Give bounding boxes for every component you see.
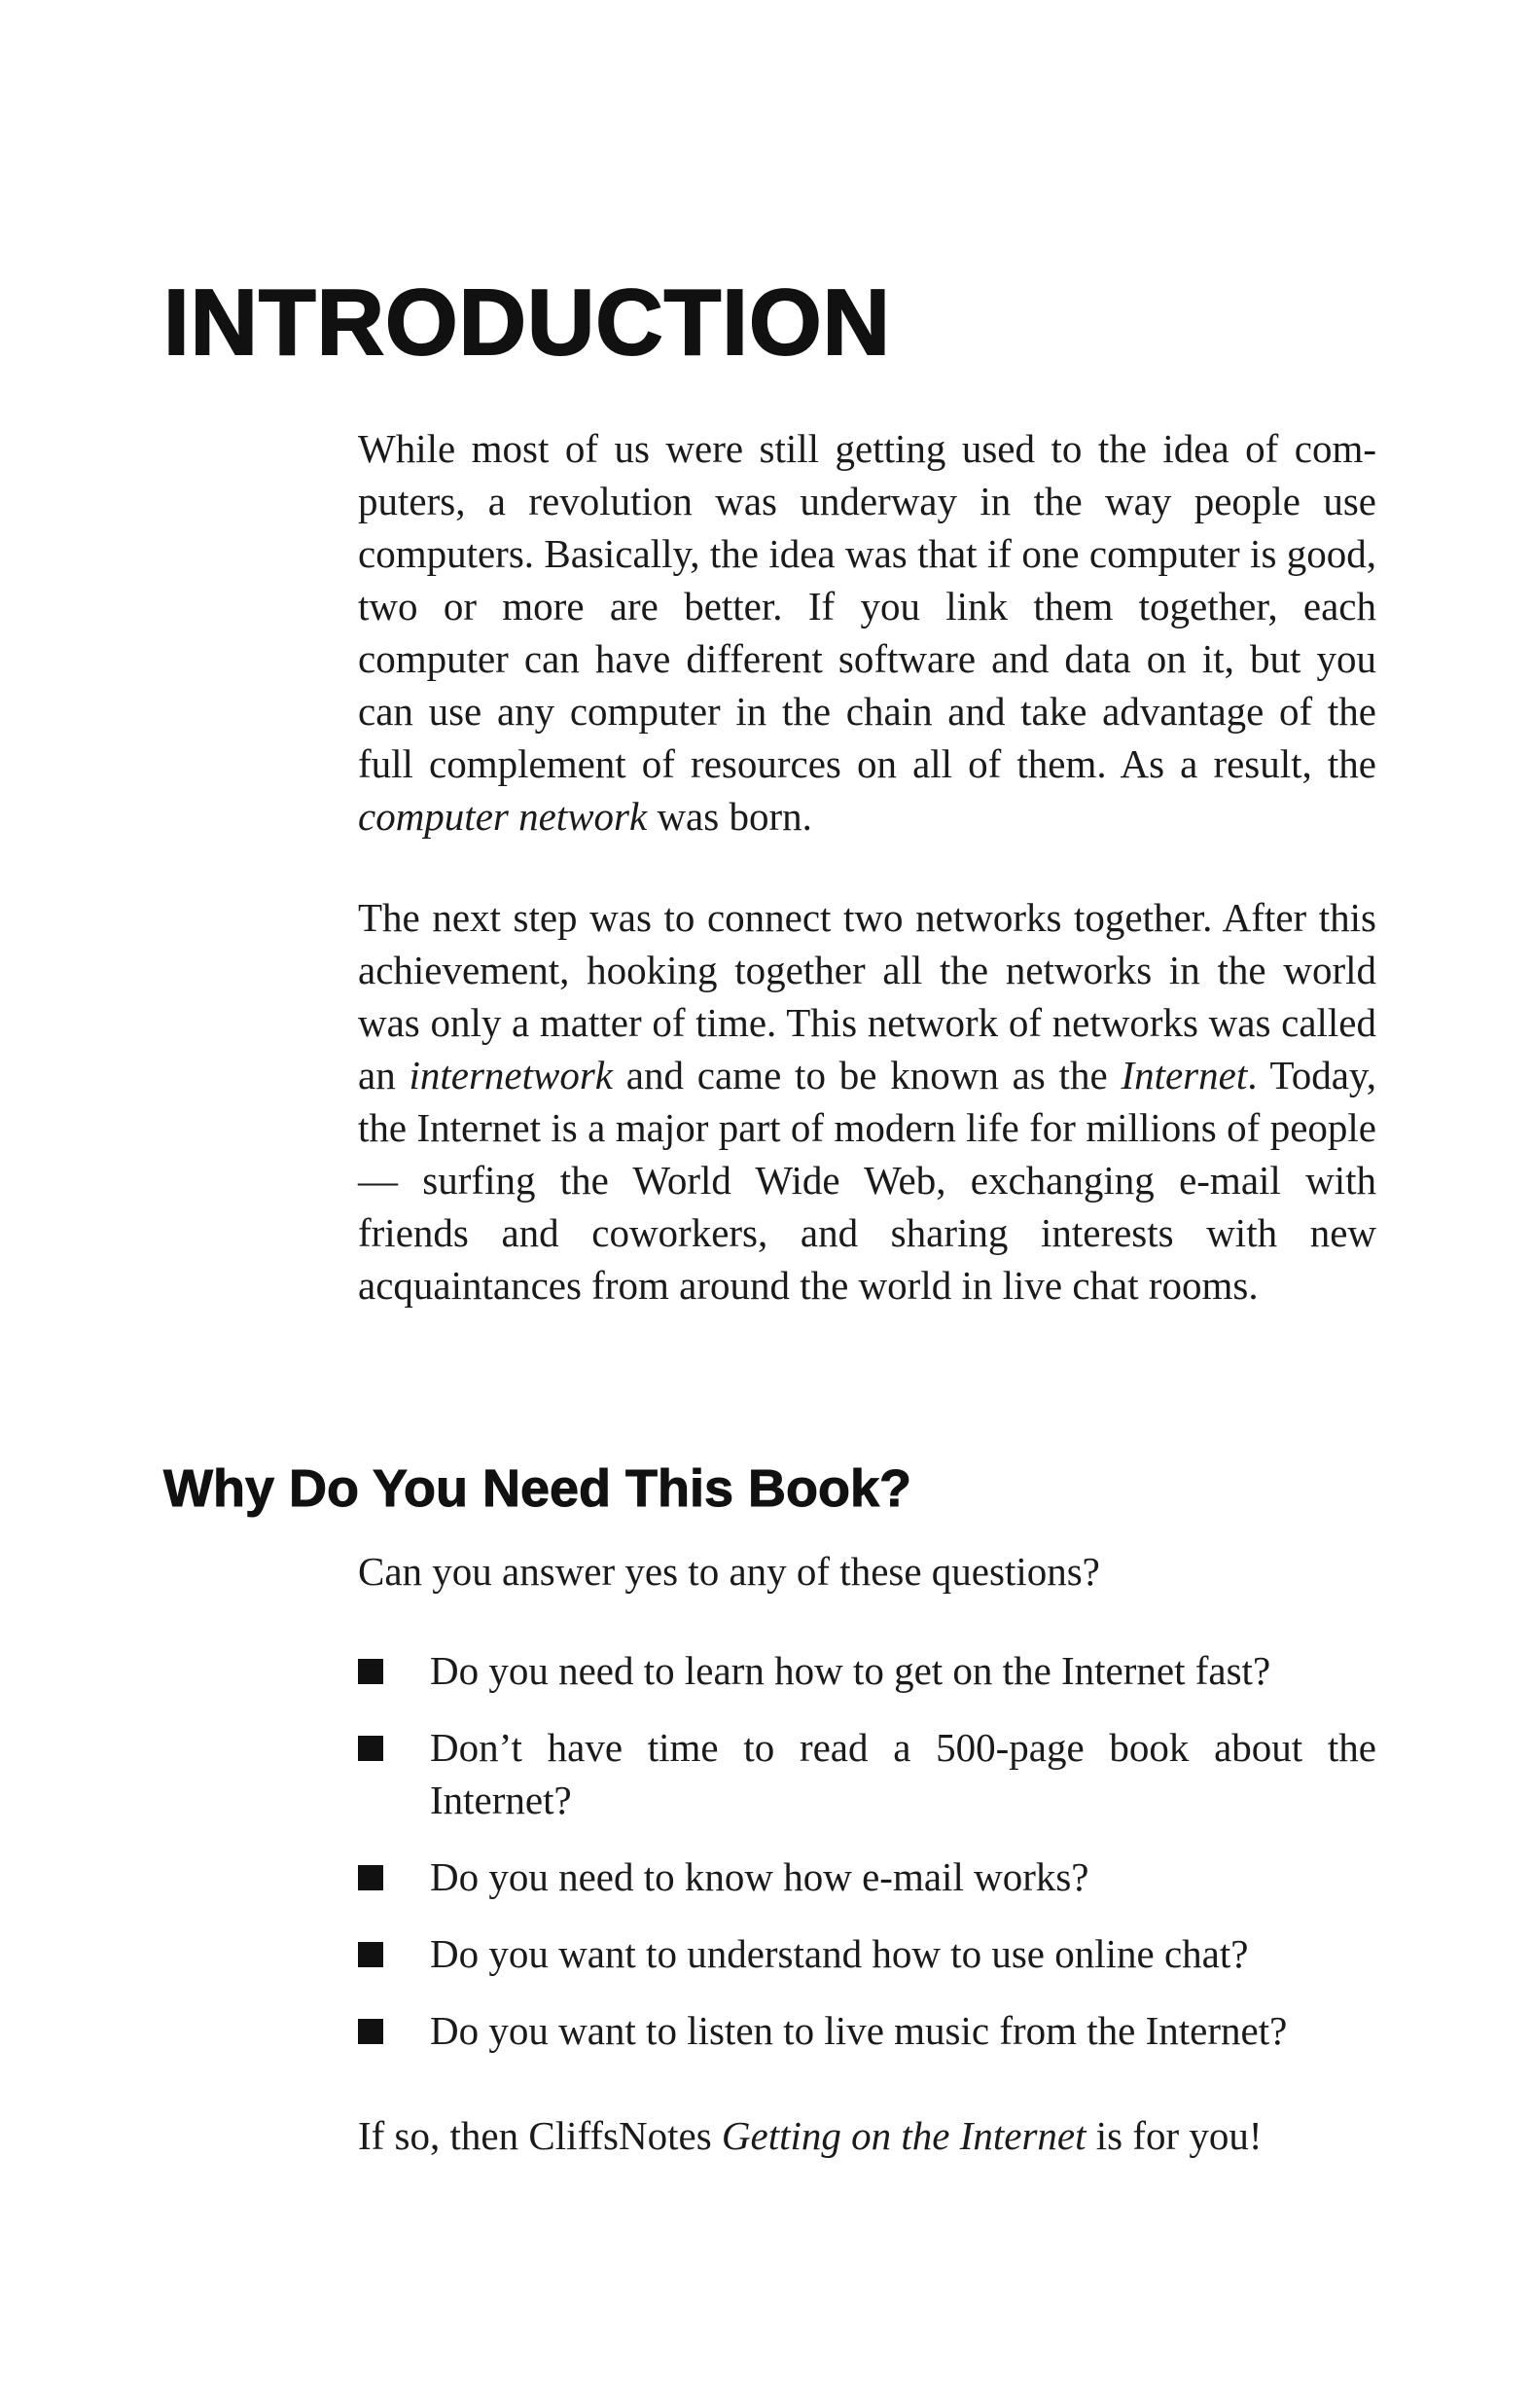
list-item-text: Don’t have time to read a 500-page book about the Internet?: [430, 1725, 1376, 1822]
intro-paragraph-2: [358, 891, 1376, 1312]
square-bullet-icon: [358, 1659, 383, 1684]
list-item-text: Do you want to understand how to use online chat?: [430, 1931, 1249, 1976]
list-item-text: Do you need to know how e-mail works?: [430, 1854, 1089, 1899]
intro-p2-text-end: . Today, the Internet is a major part of modern life for millions of people — surfing the World Wide Web, exchanging e-mail with friends and coworkers, and sharing interests with new acquaintances from around the world in live chat rooms.: [358, 1053, 1376, 1308]
square-bullet-icon: [358, 1942, 383, 1967]
closing-text-end: is for you!: [1086, 2113, 1263, 2158]
section-lead: Can you answer yes to any of these questions?: [358, 1549, 1100, 1594]
question-list: [358, 1644, 1376, 2081]
list-item: [358, 1721, 1376, 1826]
square-bullet-icon: [358, 1865, 383, 1890]
term-internetwork: internetwork: [409, 1053, 614, 1097]
closing-line: [358, 2109, 1263, 2162]
intro-p2-text-mid: and came to be known as the: [613, 1053, 1122, 1097]
closing-text: If so, then CliffsNotes: [358, 2113, 722, 2158]
list-item: [358, 1851, 1376, 1903]
intro-p2-text: The next step was to connect two networks together. After this achievement, hooking together all the networks in the world was only a matter of time. This network of networks was called an: [358, 895, 1376, 1097]
book-title: Getting on the Internet: [721, 2113, 1087, 2158]
square-bullet-icon: [358, 1736, 383, 1761]
term-internet: Internet: [1121, 1053, 1248, 1097]
square-bullet-icon: [358, 2019, 383, 2044]
intro-p1-text-end: was born.: [647, 794, 812, 839]
list-item: [358, 1644, 1376, 1697]
section-heading: Why Do You Need This Book?: [163, 1459, 912, 1518]
intro-paragraph-1: [358, 422, 1376, 843]
list-item: [358, 1927, 1376, 1980]
intro-p1-text: While most of us were still getting used to the idea of computers, a revolution was underway in the way people use computers. Basically, the idea was that if one computer is good, two or more are better. If you link them together, each computer can have different software and data on it, but you can use any computer in the chain and take advantage of the full complement of resources on all of them. As a result, the: [358, 426, 1376, 786]
list-item: [358, 2004, 1376, 2057]
list-item-text: Do you want to listen to live music from the Internet?: [430, 2008, 1288, 2053]
list-item-text: Do you need to learn how to get on the Internet fast?: [430, 1648, 1271, 1693]
term-computer-network: computer network: [358, 794, 648, 839]
chapter-title: INTRODUCTION: [163, 270, 891, 375]
